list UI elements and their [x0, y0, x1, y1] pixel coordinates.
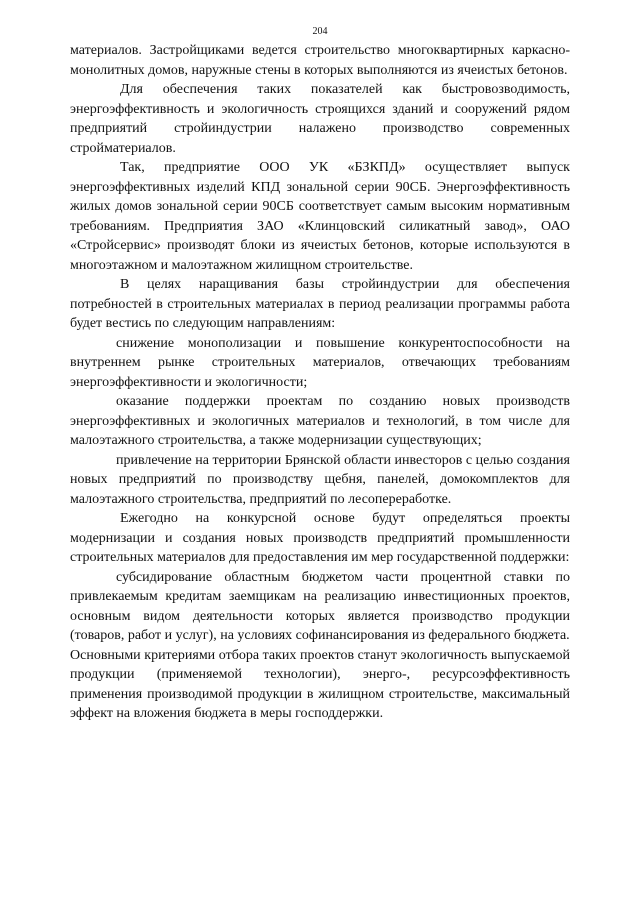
paragraph: Для обеспечения таких показателей как быстровозводимость, энергоэффективность и экологичность строящихся зданий и сооружений рядом предприятий стройиндустрии налажено производство современных стройматериалов.: [70, 82, 570, 156]
paragraph: Основными критериями отбора таких проектов станут экологичность выпускаемой продукции (применяемой технологии), энерго-, ресурсоэффективность применения производимой продукции в жилищном строительстве, максимальный эффект на вложения бюджета в меры господдержки.: [70, 647, 570, 721]
list-item: субсидирование областным бюджетом части процентной ставки по привлекаемым кредитам заемщикам на реализацию инвестиционных проектов, основным видом деятельности которых является производство продукции (товаров, работ и услуг), на условиях софинансирования из федерального бюджета.: [70, 569, 570, 643]
document-body: [70, 41, 570, 724]
paragraph: материалов. Застройщиками ведется строительство многоквартирных каркасно-монолитных домов, наружные стены в которых выполняются из ячеистых бетонов.: [70, 43, 570, 78]
page-number: 204: [312, 26, 328, 37]
list-item: привлечение на территории Брянской области инвесторов с целью создания новых предприятий по производству щебня, панелей, домокомплектов для малоэтажного строительства, предприятий по лесопереработке.: [70, 452, 570, 507]
paragraph: Ежегодно на конкурсной основе будут определяться проекты модернизации и создания новых производств предприятий промышленности строительных материалов для предоставления им мер государственной поддержки:: [70, 511, 570, 565]
paragraph: Так, предприятие ООО УК «БЗКПД» осуществляет выпуск энергоэффективных изделий КПД зональной серии 90СБ. Энергоэффективность жилых домов зональной серии 90СБ соответствует самым высоким нормативным требованиям. Предприятия ЗАО «Клинцовский силикатный завод», ОАО «Стройсервис» производят блоки из ячеистых бетонов, которые используются в многоэтажном и малоэтажном жилищном строительстве.: [70, 160, 570, 273]
list-item: оказание поддержки проектам по созданию новых производств энергоэффективных и экологичных материалов и технологий, в том числе для малоэтажного строительства, а также модернизации существующих;: [70, 394, 570, 448]
paragraph: В целях наращивания базы стройиндустрии для обеспечения потребностей в строительных материалах в период реализации программы работа будет вестись по следующим направлениям:: [70, 277, 570, 331]
list-item: снижение монополизации и повышение конкурентоспособности на внутреннем рынке строительных материалов, отвечающих требованиям энергоэффективности и экологичности;: [70, 335, 570, 390]
